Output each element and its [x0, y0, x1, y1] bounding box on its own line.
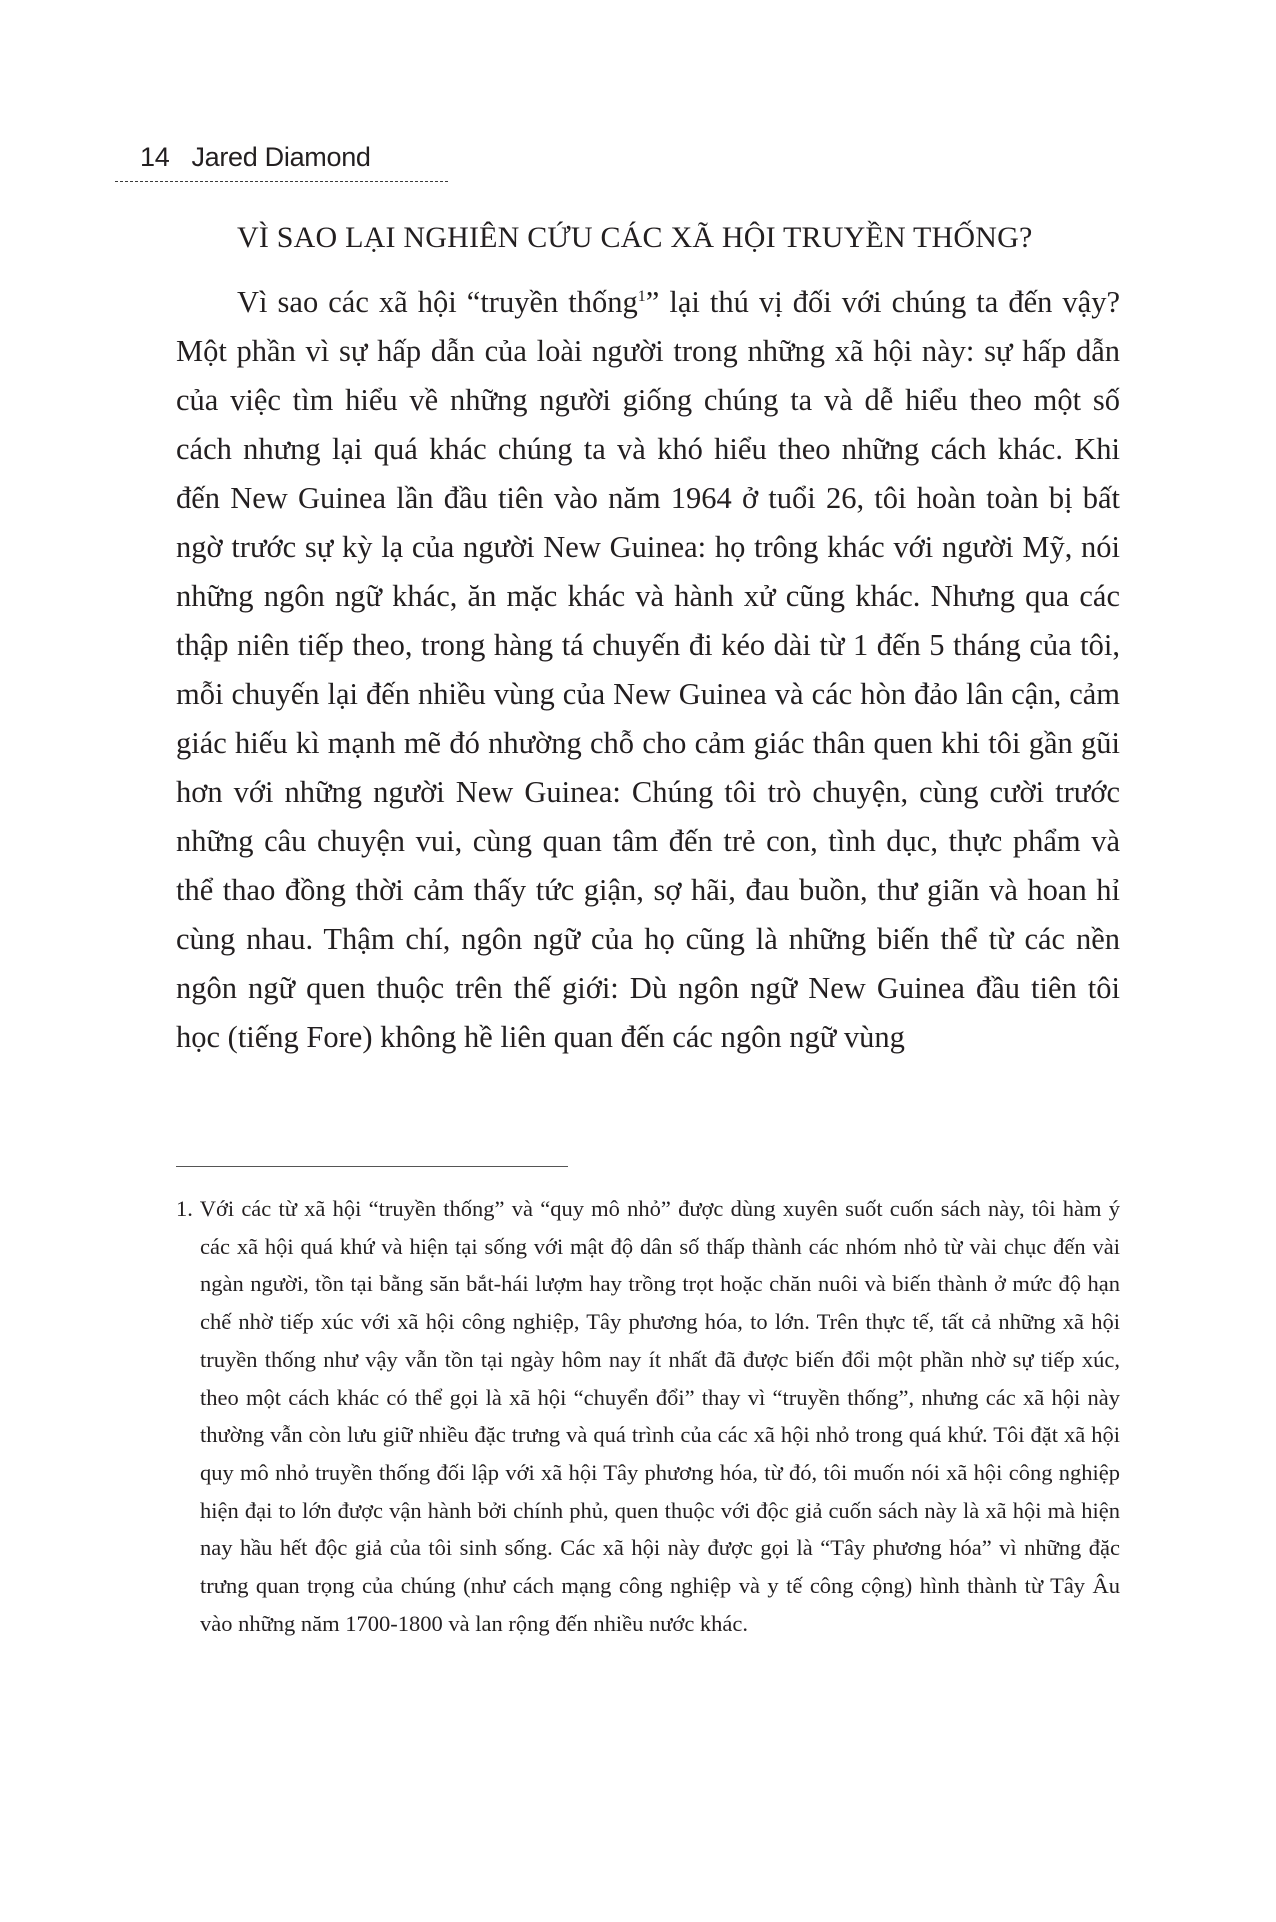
body-text-part-2: ” lại thú vị đối với chúng ta đến vậy? Một phần vì sự hấp dẫn của loài người trong những xã hội này: sự hấp dẫn của việc tìm hiểu về những người giống chúng ta và dễ hiểu theo một số cách nhưng lại quá khác chúng ta và khó hiểu theo những cách khác. Khi đến New Guinea lần đầu tiên vào năm 1964 ở tuổi 26, tôi hoàn toàn bị bất ngờ trước sự kỳ lạ của người New Guinea: họ trông khác với người Mỹ, nói những ngôn ngữ khác, ăn mặc khác và hành xử cũng khác. Nhưng qua các thập niên tiếp theo, trong hàng tá chuyến đi kéo dài từ 1 đến 5 tháng của tôi, mỗi chuyến lại đến nhiều vùng của New Guinea và các hòn đảo lân cận, cảm giác hiếu kì mạnh mẽ đó nhường chỗ cho cảm giác thân quen khi tôi gần gũi hơn với những người New Guinea: Chúng tôi trò chuyện, cùng cười trước những câu chuyện vui, cùng quan tâm đến trẻ con, tình dục, thực phẩm và thể thao đồng thời cảm thấy tức giận, sợ hãi, đau buồn, thư giãn và hoan hỉ cùng nhau. Thậm chí, ngôn ngữ của họ cũng là những biến thể từ các nền ngôn ngữ quen thuộc trên thế giới: Dù ngôn ngữ New Guinea đầu tiên tôi học (tiếng Fore) không hề liên quan đến các ngôn ngữ vùng	[176, 285, 1120, 1054]
page-number: 14	[140, 142, 170, 172]
section-title: VÌ SAO LẠI NGHIÊN CỨU CÁC XÃ HỘI TRUYỀN THỐNG?	[237, 221, 1033, 254]
body-paragraph	[176, 278, 1120, 1062]
body-text-part-1: Vì sao các xã hội “truyền thống	[237, 285, 638, 319]
footnote-divider	[176, 1166, 568, 1167]
author-name: Jared Diamond	[191, 142, 371, 172]
header-divider	[115, 181, 448, 182]
footnote	[176, 1190, 1120, 1642]
footnote-body	[176, 1190, 1120, 1642]
footnote-number: 1.	[176, 1196, 193, 1221]
running-head	[140, 142, 371, 173]
footnote-reference[interactable]: 1	[637, 287, 646, 305]
footnote-text: Với các từ xã hội “truyền thống” và “quy mô nhỏ” được dùng xuyên suốt cuốn sách này, tôi hàm ý các xã hội quá khứ và hiện tại sống với mật độ dân số thấp thành các nhóm nhỏ từ vài chục đến vài ngàn người, tồn tại bằng săn bắt-hái lượm hay trồng trọt hoặc chăn nuôi và biến thành ở mức độ hạn chế nhờ tiếp xúc với xã hội công nghiệp, Tây phương hóa, to lớn. Trên thực tế, tất cả những xã hội truyền thống như vậy vẫn tồn tại ngày hôm nay ít nhất đã được biến đổi một phần nhờ sự tiếp xúc, theo một cách khác có thể gọi là xã hội “chuyển đổi” thay vì “truyền thống”, nhưng các xã hội này thường vẫn còn lưu giữ nhiều đặc trưng và quá trình của các xã hội nhỏ trong quá khứ. Tôi đặt xã hội quy mô nhỏ truyền thống đối lập với xã hội Tây phương hóa, từ đó, tôi muốn nói xã hội công nghiệp hiện đại to lớn được vận hành bởi chính phủ, quen thuộc với độc giả cuốn sách này là xã hội mà hiện nay hầu hết độc giả của tôi sinh sống. Các xã hội này được gọi là “Tây phương hóa” vì những đặc trưng quan trọng của chúng (như cách mạng công nghiệp và y tế công cộng) hình thành từ Tây Âu vào những năm 1700-1800 và lan rộng đến nhiều nước khác.	[199, 1196, 1121, 1636]
